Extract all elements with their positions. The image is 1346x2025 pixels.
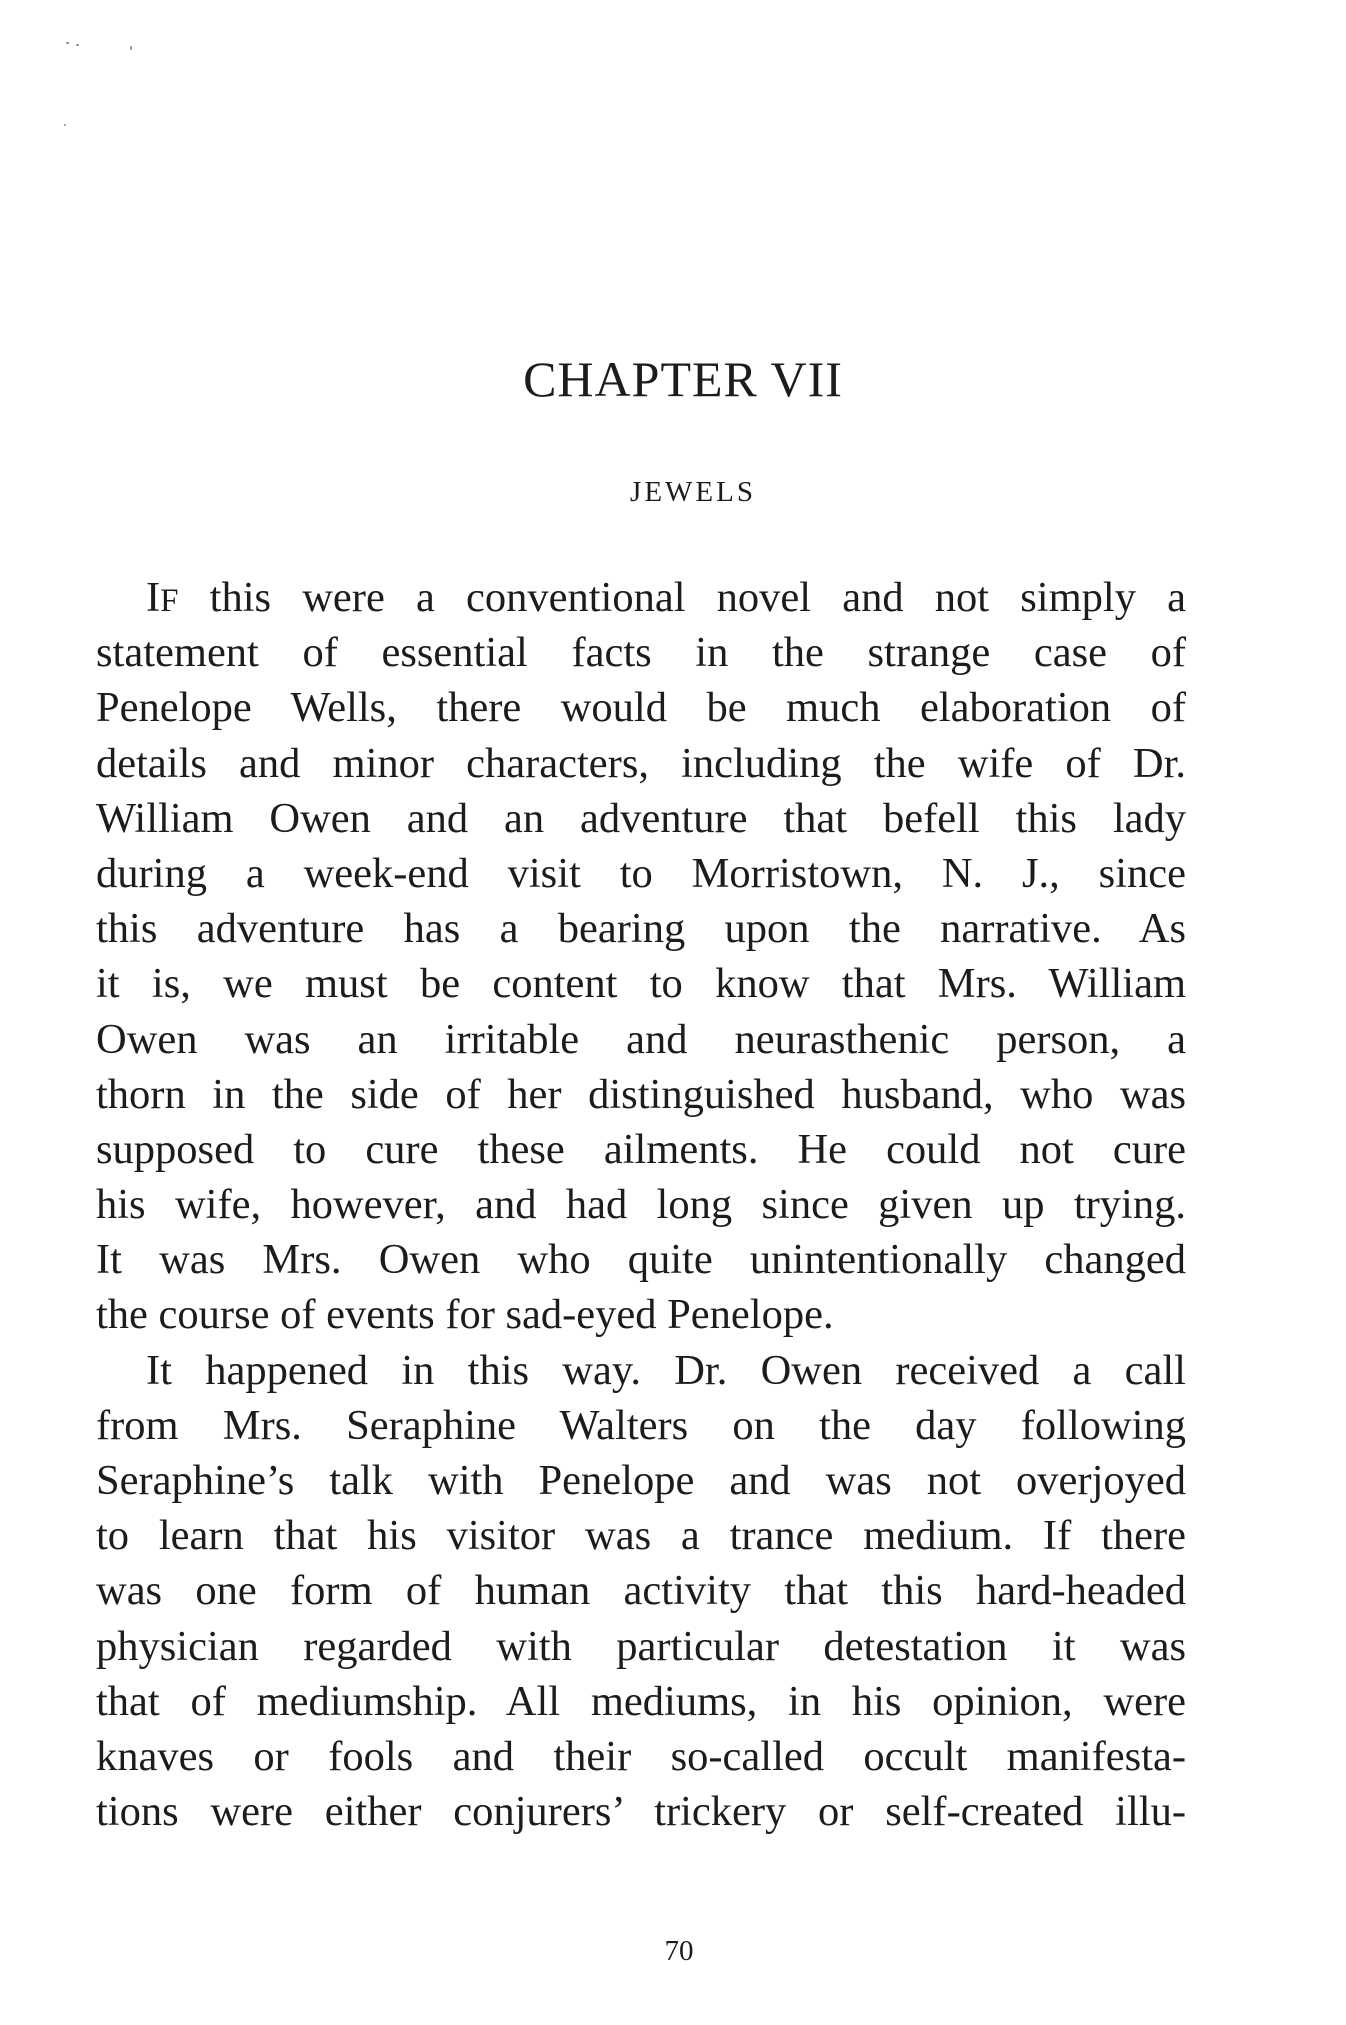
chapter-title: CHAPTER VII bbox=[523, 351, 843, 407]
paper-speck bbox=[76, 44, 79, 46]
text-line: Penelope Wells, there would be much elaboration of bbox=[96, 684, 1186, 732]
text-line: it is, we must be content to know that Mrs. William bbox=[96, 960, 1186, 1008]
text-line: this adventure has a bearing upon the narrative. As bbox=[96, 905, 1186, 953]
text-line: that of mediumship. All mediums, in his opinion, were bbox=[96, 1677, 1186, 1725]
page-number: 70 bbox=[664, 1935, 694, 1967]
text-line bbox=[96, 570, 1186, 625]
text-line: William Owen and an adventure that befell this lady bbox=[96, 794, 1186, 842]
text-line: Owen was an irritable and neurasthenic person, a bbox=[96, 1015, 1186, 1063]
text-line: tions were either conjurers’ trickery or self-created illu- bbox=[96, 1788, 1186, 1836]
paper-speck bbox=[130, 46, 132, 50]
body-text bbox=[96, 570, 1186, 1839]
lead-capital: I bbox=[146, 574, 161, 621]
text-line: details and minor characters, including the wife of Dr. bbox=[96, 739, 1186, 787]
text-line: his wife, however, and had long since given up trying. bbox=[96, 1181, 1186, 1229]
text-line: It was Mrs. Owen who quite unintentionally changed bbox=[96, 1236, 1186, 1284]
paragraph bbox=[96, 1343, 1186, 1840]
text-line: the course of events for sad-eyed Penelope. bbox=[96, 1291, 834, 1339]
paper-speck bbox=[66, 42, 69, 44]
text-line: during a week-end visit to Morristown, N. J., since bbox=[96, 849, 1186, 897]
text-line: knaves or fools and their so-called occult manifesta- bbox=[96, 1732, 1186, 1780]
paragraph bbox=[96, 570, 1186, 1343]
chapter-subtitle: JEWELS bbox=[630, 476, 756, 508]
text-line: physician regarded with particular detestation it was bbox=[96, 1622, 1186, 1670]
line-text: this were a conventional novel and not simply a bbox=[178, 574, 1186, 621]
text-line: to learn that his visitor was a trance medium. If there bbox=[96, 1512, 1186, 1560]
text-line: statement of essential facts in the strange case of bbox=[96, 629, 1186, 677]
text-line: supposed to cure these ailments. He could not cure bbox=[96, 1125, 1186, 1173]
text-line: from Mrs. Seraphine Walters on the day following bbox=[96, 1401, 1186, 1449]
lead-small-caps: F bbox=[160, 583, 179, 619]
paper-speck bbox=[64, 124, 66, 126]
text-line: It happened in this way. Dr. Owen received a call bbox=[146, 1346, 1186, 1394]
text-line: was one form of human activity that this hard-headed bbox=[96, 1567, 1186, 1615]
text-line: Seraphine’s talk with Penelope and was not overjoyed bbox=[96, 1457, 1186, 1504]
text-line: thorn in the side of her distinguished husband, who was bbox=[96, 1070, 1186, 1118]
